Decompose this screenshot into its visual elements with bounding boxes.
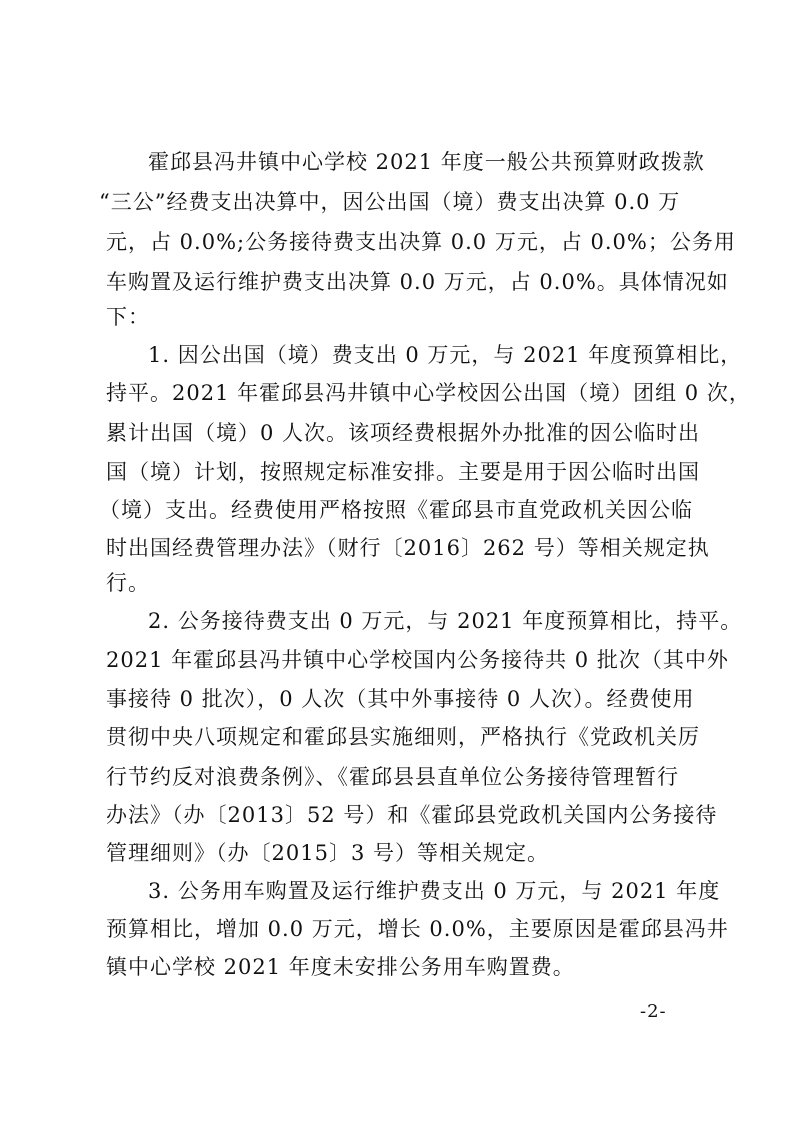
para3-line3: 事接待 0 批次），0 人次（其中外事接待 0 人次）。经费使用 — [106, 687, 695, 711]
para1-line5: 下： — [106, 305, 150, 329]
para1-line2: “三公”经费支出决算中，因公出国（境）费支出决算 0.0 万 — [99, 190, 681, 214]
para4-line1: 3. 公务用车购置及运行维护费支出 0 万元，与 2021 年度 — [148, 879, 721, 903]
para2-line2: 持平。2021 年霍邱县冯井镇中心学校因公出国（境）团组 0 次， — [106, 381, 751, 405]
para2-line1: 1. 因公出国（境）费支出 0 万元，与 2021 年度预算相比， — [148, 343, 743, 367]
para3-line4: 贯彻中央八项规定和霍邱县实施细则，严格执行《党政机关厉 — [106, 725, 700, 749]
para3-line6: 办法》（办〔2013〕52 号）和《霍邱县党政机关国内公务接待 — [106, 803, 718, 827]
para3-line5: 行节约反对浪费条例》、《霍邱县县直单位公务接待管理暂行 — [106, 765, 679, 789]
para1-line1: 霍邱县冯井镇中心学校 2021 年度一般公共预算财政拨款 — [148, 150, 705, 174]
para1-line3: 元，占 0.0%;公务接待费支出决算 0.0 万元，占 0.0%；公务用 — [106, 230, 736, 254]
para3-line1: 2. 公务接待费支出 0 万元，与 2021 年度预算相比，持平。 — [148, 609, 743, 633]
para4-line2: 预算相比，增加 0.0 万元，增长 0.0%，主要原因是霍邱县冯井 — [106, 917, 729, 941]
para3-line2: 2021 年霍邱县冯井镇中心学校国内公务接待共 0 批次（其中外 — [106, 648, 729, 672]
para2-line4: 国（境）计划，按照规定标准安排。主要是用于因公临时出国 — [106, 460, 700, 484]
para2-line3: 累计出国（境）0 人次。该项经费根据外办批准的因公临时出 — [106, 421, 701, 445]
para3-line7: 管理细则》（办〔2015〕3 号）等相关规定。 — [106, 841, 549, 865]
para4-line3: 镇中心学校 2021 年度未安排公务用车购置费。 — [106, 955, 575, 979]
page-number: -2- — [640, 1001, 667, 1022]
para2-line7: 行。 — [106, 571, 150, 595]
para2-line6: 时出国经费管理办法》（财行〔2016〕262 号）等相关规定执 — [106, 536, 710, 560]
para1-line4: 车购置及运行维护费支出决算 0.0 万元，占 0.0%。具体情况如 — [106, 270, 729, 294]
para2-line5: （境）支出。经费使用严格按照《霍邱县市直党政机关因公临 — [99, 498, 693, 522]
